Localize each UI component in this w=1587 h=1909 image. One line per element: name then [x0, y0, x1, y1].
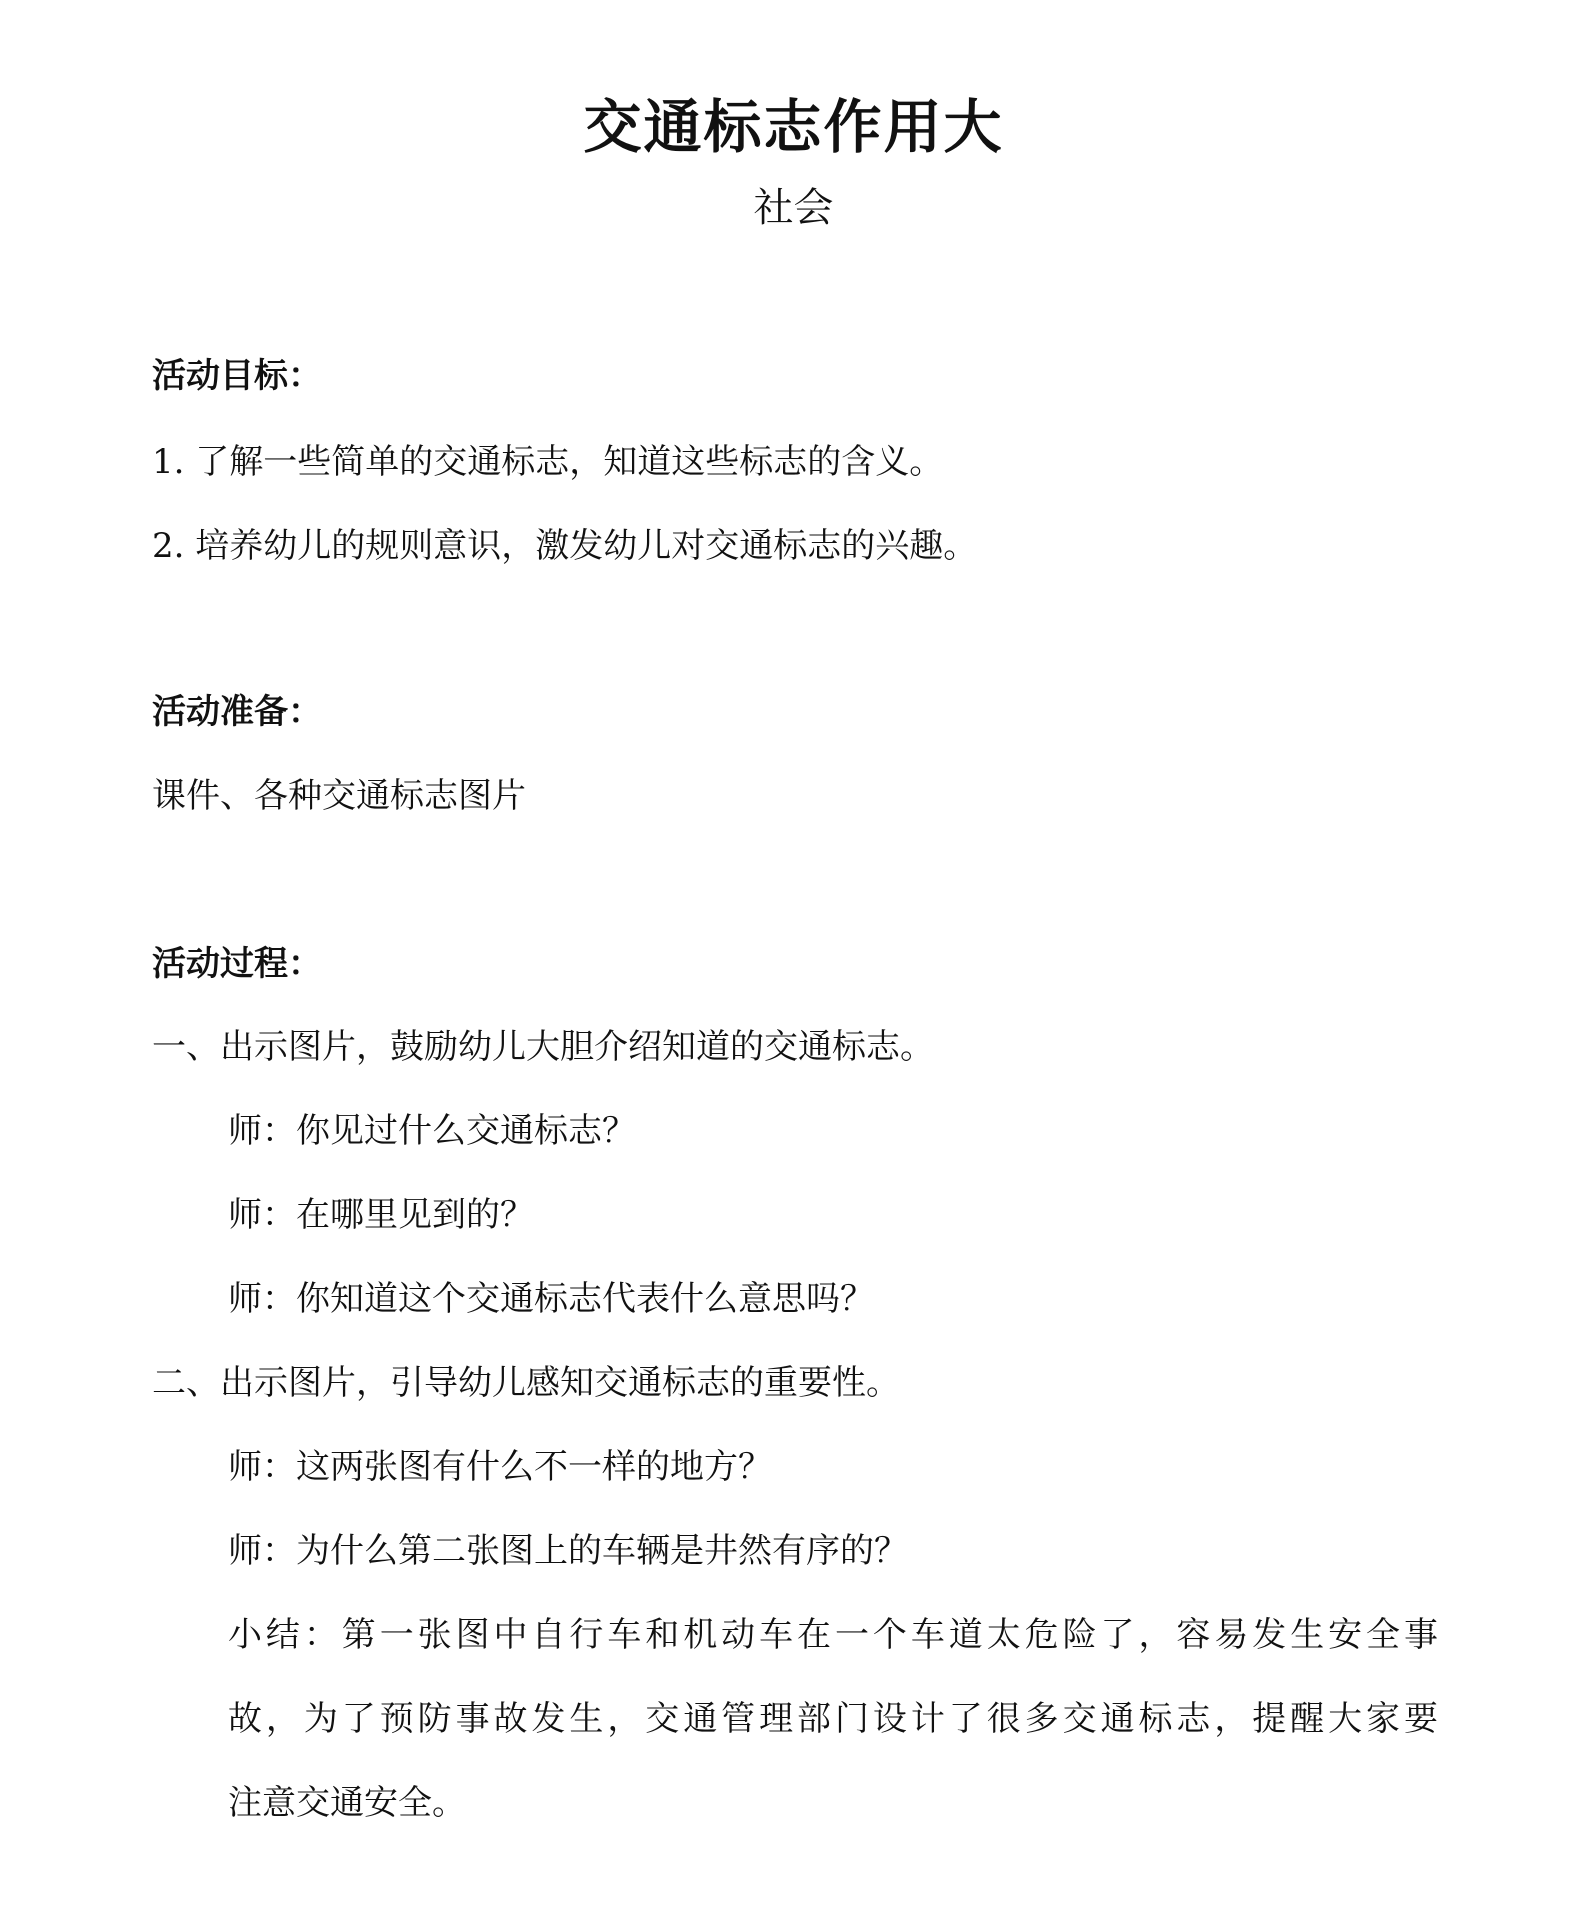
goal-item-2: 2. 培养幼儿的规则意识，激发幼儿对交通标志的兴趣。	[152, 526, 978, 566]
process-step-1-question-2: 师：在哪里见到的？	[228, 1195, 534, 1235]
section-heading-preparation: 活动准备：	[152, 692, 322, 732]
document-subtitle: 社会	[753, 185, 834, 231]
document-title: 交通标志作用大	[583, 93, 1004, 161]
process-step-2-summary-line-2: 故，为了预防事故发生，交通管理部门设计了很多交通标志，提醒大家要	[228, 1699, 1438, 1739]
process-step-1-title: 一、出示图片，鼓励幼儿大胆介绍知道的交通标志。	[152, 1027, 934, 1067]
process-step-1-question-1: 师：你见过什么交通标志？	[228, 1111, 636, 1151]
section-heading-process: 活动过程：	[152, 944, 322, 984]
process-step-2-summary-line-3: 注意交通安全。	[228, 1783, 466, 1823]
process-step-2-question-2: 师：为什么第二张图上的车辆是井然有序的？	[228, 1531, 908, 1571]
process-step-1-question-3: 师：你知道这个交通标志代表什么意思吗？	[228, 1279, 874, 1319]
section-heading-goals: 活动目标：	[152, 356, 322, 396]
process-step-2-question-1: 师：这两张图有什么不一样的地方？	[228, 1447, 772, 1487]
process-step-2-title: 二、出示图片，引导幼儿感知交通标志的重要性。	[152, 1363, 900, 1403]
process-step-2-summary-line-1: 小结：第一张图中自行车和机动车在一个车道太危险了，容易发生安全事	[228, 1615, 1438, 1655]
goal-item-1: 1. 了解一些简单的交通标志，知道这些标志的含义。	[152, 442, 944, 482]
preparation-content: 课件、各种交通标志图片	[152, 776, 526, 816]
